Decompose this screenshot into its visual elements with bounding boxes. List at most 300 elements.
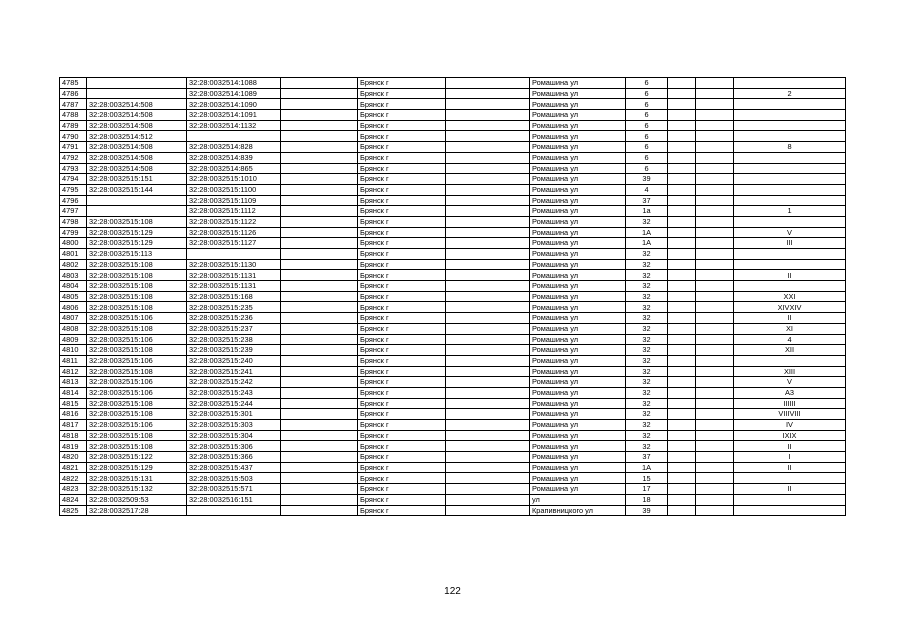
cell-premises <box>734 120 846 131</box>
cell-city: Брянск г <box>358 494 446 505</box>
cell-building <box>668 302 696 313</box>
cell-city: Брянск г <box>358 206 446 217</box>
cell-object-cadastral-number: 32:28:0032516:151 <box>187 494 281 505</box>
cell-house-number: 6 <box>626 120 668 131</box>
cell-record-number: 4815 <box>60 398 87 409</box>
cell-structure <box>696 452 734 463</box>
cell-city: Брянск г <box>358 78 446 89</box>
cell-street: Ромашина ул <box>530 152 626 163</box>
cell-city: Брянск г <box>358 505 446 516</box>
cell-building <box>668 281 696 292</box>
cell-settlement <box>446 323 530 334</box>
cell-parcel-cadastral-number: 32:28:0032515:106 <box>87 355 187 366</box>
cell-parcel-cadastral-number <box>87 206 187 217</box>
cell-settlement <box>446 302 530 313</box>
cell-settlement <box>446 494 530 505</box>
cell-city: Брянск г <box>358 462 446 473</box>
cell-structure <box>696 195 734 206</box>
cell-street: Ромашина ул <box>530 398 626 409</box>
cell-object-cadastral-number: 32:28:0032515:243 <box>187 387 281 398</box>
cell-street: Крапивницкого ул <box>530 505 626 516</box>
cell-settlement <box>446 110 530 121</box>
cell-building <box>668 270 696 281</box>
cell-building <box>668 366 696 377</box>
cell-premises: I <box>734 452 846 463</box>
cell-structure <box>696 270 734 281</box>
cell-premises: XI <box>734 323 846 334</box>
cell-premises: II <box>734 462 846 473</box>
cell-parcel-cadastral-number: 32:28:0032515:106 <box>87 420 187 431</box>
cell-settlement <box>446 249 530 260</box>
cell-parcel-cadastral-number: 32:28:0032517:28 <box>87 505 187 516</box>
cell-parcel-cadastral-number: 32:28:0032515:151 <box>87 174 187 185</box>
cell-street: Ромашина ул <box>530 345 626 356</box>
cell-building <box>668 249 696 260</box>
cell-structure <box>696 398 734 409</box>
cell-record-number: 4811 <box>60 355 87 366</box>
cell-premises <box>734 355 846 366</box>
cell-house-number: 32 <box>626 291 668 302</box>
table-row <box>60 323 846 334</box>
cell-street: Ромашина ул <box>530 270 626 281</box>
cell-house-number: 6 <box>626 99 668 110</box>
cell-record-number: 4810 <box>60 345 87 356</box>
cell-house-number: 32 <box>626 281 668 292</box>
cell-city: Брянск г <box>358 99 446 110</box>
cell-object-cadastral-number: 32:28:0032515:238 <box>187 334 281 345</box>
cell-parcel-cadastral-number: 32:28:0032515:113 <box>87 249 187 260</box>
cell-settlement <box>446 313 530 324</box>
cell-settlement <box>446 184 530 195</box>
cell-object-cadastral-number: 32:28:0032514:1089 <box>187 88 281 99</box>
cell-object-cadastral-number: 32:28:0032514:1090 <box>187 99 281 110</box>
cell-settlement <box>446 99 530 110</box>
cell-object-cadastral-number: 32:28:0032515:1131 <box>187 270 281 281</box>
cell-record-number: 4789 <box>60 120 87 131</box>
cell-object-cadastral-number: 32:28:0032515:571 <box>187 484 281 495</box>
cell-premises: 2 <box>734 88 846 99</box>
cell-structure <box>696 142 734 153</box>
cell-parcel-cadastral-number: 32:28:0032514:508 <box>87 142 187 153</box>
cell-street: Ромашина ул <box>530 334 626 345</box>
cell-city: Брянск г <box>358 195 446 206</box>
cell-structure <box>696 174 734 185</box>
cell-premises: 8 <box>734 142 846 153</box>
cell-city: Брянск г <box>358 473 446 484</box>
cell-region <box>281 206 358 217</box>
cell-city: Брянск г <box>358 131 446 142</box>
cell-building <box>668 462 696 473</box>
cell-parcel-cadastral-number: 32:28:0032509:53 <box>87 494 187 505</box>
cell-parcel-cadastral-number: 32:28:0032515:108 <box>87 291 187 302</box>
cell-record-number: 4798 <box>60 216 87 227</box>
cell-premises: 1 <box>734 206 846 217</box>
cell-premises: II <box>734 441 846 452</box>
cell-object-cadastral-number: 32:28:0032514:1091 <box>187 110 281 121</box>
cell-premises: IIIIII <box>734 398 846 409</box>
cell-region <box>281 110 358 121</box>
table-row <box>60 99 846 110</box>
cell-structure <box>696 163 734 174</box>
cell-building <box>668 259 696 270</box>
cell-building <box>668 387 696 398</box>
cell-structure <box>696 420 734 431</box>
cell-region <box>281 398 358 409</box>
cell-building <box>668 345 696 356</box>
cell-settlement <box>446 270 530 281</box>
cell-house-number: 1А <box>626 238 668 249</box>
cell-settlement <box>446 441 530 452</box>
cell-region <box>281 494 358 505</box>
cell-region <box>281 452 358 463</box>
cell-structure <box>696 259 734 270</box>
cell-region <box>281 238 358 249</box>
cell-settlement <box>446 238 530 249</box>
cell-structure <box>696 345 734 356</box>
cell-region <box>281 216 358 227</box>
cell-region <box>281 99 358 110</box>
cell-building <box>668 238 696 249</box>
cell-building <box>668 484 696 495</box>
cell-settlement <box>446 484 530 495</box>
cell-record-number: 4802 <box>60 259 87 270</box>
cell-region <box>281 120 358 131</box>
cell-city: Брянск г <box>358 249 446 260</box>
cell-settlement <box>446 281 530 292</box>
table-row <box>60 462 846 473</box>
cell-region <box>281 88 358 99</box>
cell-structure <box>696 366 734 377</box>
cell-object-cadastral-number: 32:28:0032515:1131 <box>187 281 281 292</box>
table-row <box>60 505 846 516</box>
cell-structure <box>696 302 734 313</box>
cell-house-number: 32 <box>626 313 668 324</box>
cell-region <box>281 334 358 345</box>
cell-settlement <box>446 291 530 302</box>
cell-structure <box>696 377 734 388</box>
table-row <box>60 238 846 249</box>
cell-city: Брянск г <box>358 302 446 313</box>
cell-building <box>668 131 696 142</box>
cell-house-number: 6 <box>626 110 668 121</box>
cell-settlement <box>446 452 530 463</box>
cell-structure <box>696 323 734 334</box>
cell-region <box>281 441 358 452</box>
cell-city: Брянск г <box>358 291 446 302</box>
cell-street: Ромашина ул <box>530 462 626 473</box>
table-row <box>60 366 846 377</box>
cell-record-number: 4801 <box>60 249 87 260</box>
cell-settlement <box>446 377 530 388</box>
cell-record-number: 4804 <box>60 281 87 292</box>
cell-city: Брянск г <box>358 270 446 281</box>
cell-record-number: 4817 <box>60 420 87 431</box>
cell-settlement <box>446 398 530 409</box>
cell-region <box>281 302 358 313</box>
cell-city: Брянск г <box>358 387 446 398</box>
cell-house-number: 32 <box>626 334 668 345</box>
cell-city: Брянск г <box>358 142 446 153</box>
cell-premises: XXI <box>734 291 846 302</box>
cell-structure <box>696 120 734 131</box>
cell-region <box>281 355 358 366</box>
cell-object-cadastral-number: 32:28:0032515:241 <box>187 366 281 377</box>
cell-parcel-cadastral-number: 32:28:0032515:108 <box>87 345 187 356</box>
cell-record-number: 4821 <box>60 462 87 473</box>
cell-building <box>668 430 696 441</box>
cell-premises <box>734 494 846 505</box>
cell-premises: 4 <box>734 334 846 345</box>
cell-region <box>281 281 358 292</box>
cell-premises: II <box>734 270 846 281</box>
cell-house-number: 32 <box>626 420 668 431</box>
cell-settlement <box>446 462 530 473</box>
table-row <box>60 302 846 313</box>
cell-record-number: 4823 <box>60 484 87 495</box>
cell-building <box>668 441 696 452</box>
cell-street: Ромашина ул <box>530 473 626 484</box>
cell-city: Брянск г <box>358 366 446 377</box>
cell-city: Брянск г <box>358 377 446 388</box>
cell-house-number: 32 <box>626 441 668 452</box>
cell-house-number: 32 <box>626 249 668 260</box>
cell-house-number: 32 <box>626 323 668 334</box>
cell-street: Ромашина ул <box>530 227 626 238</box>
cell-premises <box>734 195 846 206</box>
cell-parcel-cadastral-number: 32:28:0032515:106 <box>87 313 187 324</box>
cell-object-cadastral-number: 32:28:0032514:1088 <box>187 78 281 89</box>
table-row <box>60 249 846 260</box>
cell-city: Брянск г <box>358 281 446 292</box>
cell-structure <box>696 505 734 516</box>
cell-city: Брянск г <box>358 420 446 431</box>
cell-object-cadastral-number: 32:28:0032515:168 <box>187 291 281 302</box>
cell-street: Ромашина ул <box>530 88 626 99</box>
cell-premises <box>734 99 846 110</box>
cell-house-number: 6 <box>626 152 668 163</box>
cell-city: Брянск г <box>358 430 446 441</box>
cell-structure <box>696 78 734 89</box>
cell-structure <box>696 281 734 292</box>
cell-street: Ромашина ул <box>530 99 626 110</box>
cell-city: Брянск г <box>358 345 446 356</box>
cell-structure <box>696 430 734 441</box>
cell-structure <box>696 441 734 452</box>
table-row <box>60 387 846 398</box>
cell-object-cadastral-number: 32:28:0032514:865 <box>187 163 281 174</box>
page-number: 122 <box>444 586 461 597</box>
cell-premises: A3 <box>734 387 846 398</box>
cell-region <box>281 78 358 89</box>
cell-region <box>281 377 358 388</box>
cell-building <box>668 323 696 334</box>
cell-structure <box>696 462 734 473</box>
table-row <box>60 216 846 227</box>
cell-settlement <box>446 88 530 99</box>
cell-house-number: 32 <box>626 259 668 270</box>
cell-house-number: 6 <box>626 131 668 142</box>
cell-city: Брянск г <box>358 452 446 463</box>
cell-record-number: 4803 <box>60 270 87 281</box>
cell-region <box>281 387 358 398</box>
table-row <box>60 78 846 89</box>
cell-record-number: 4796 <box>60 195 87 206</box>
cell-city: Брянск г <box>358 110 446 121</box>
cell-settlement <box>446 345 530 356</box>
cell-premises <box>734 110 846 121</box>
cell-record-number: 4785 <box>60 78 87 89</box>
table-row <box>60 441 846 452</box>
cell-region <box>281 142 358 153</box>
cell-record-number: 4797 <box>60 206 87 217</box>
cell-house-number: 32 <box>626 377 668 388</box>
cell-street: Ромашина ул <box>530 259 626 270</box>
cell-parcel-cadastral-number: 32:28:0032515:129 <box>87 238 187 249</box>
cell-record-number: 4816 <box>60 409 87 420</box>
cell-structure <box>696 473 734 484</box>
cell-city: Брянск г <box>358 323 446 334</box>
cell-house-number: 32 <box>626 302 668 313</box>
cell-building <box>668 120 696 131</box>
cell-parcel-cadastral-number: 32:28:0032515:129 <box>87 462 187 473</box>
cell-building <box>668 152 696 163</box>
cell-city: Брянск г <box>358 184 446 195</box>
cell-object-cadastral-number: 32:28:0032514:839 <box>187 152 281 163</box>
cell-premises <box>734 281 846 292</box>
cell-parcel-cadastral-number: 32:28:0032515:132 <box>87 484 187 495</box>
cell-structure <box>696 484 734 495</box>
cell-parcel-cadastral-number: 32:28:0032514:508 <box>87 152 187 163</box>
cell-region <box>281 462 358 473</box>
cell-street: Ромашина ул <box>530 302 626 313</box>
cell-city: Брянск г <box>358 313 446 324</box>
cell-region <box>281 409 358 420</box>
cell-settlement <box>446 409 530 420</box>
cell-record-number: 4807 <box>60 313 87 324</box>
cell-object-cadastral-number: 32:28:0032515:235 <box>187 302 281 313</box>
cell-premises: II <box>734 313 846 324</box>
cell-settlement <box>446 334 530 345</box>
cell-building <box>668 184 696 195</box>
cell-street: Ромашина ул <box>530 184 626 195</box>
cell-city: Брянск г <box>358 216 446 227</box>
cell-city: Брянск г <box>358 120 446 131</box>
table-row <box>60 152 846 163</box>
cell-settlement <box>446 78 530 89</box>
table-row <box>60 409 846 420</box>
cell-street: Ромашина ул <box>530 120 626 131</box>
cell-parcel-cadastral-number: 32:28:0032514:512 <box>87 131 187 142</box>
cell-object-cadastral-number: 32:28:0032515:503 <box>187 473 281 484</box>
cell-settlement <box>446 206 530 217</box>
cell-parcel-cadastral-number: 32:28:0032515:106 <box>87 387 187 398</box>
cell-structure <box>696 494 734 505</box>
cell-region <box>281 323 358 334</box>
cell-structure <box>696 99 734 110</box>
cell-house-number: 32 <box>626 430 668 441</box>
table-row <box>60 452 846 463</box>
cell-record-number: 4813 <box>60 377 87 388</box>
table-row <box>60 484 846 495</box>
cell-record-number: 4814 <box>60 387 87 398</box>
cell-house-number: 32 <box>626 409 668 420</box>
cell-city: Брянск г <box>358 398 446 409</box>
cell-city: Брянск г <box>358 152 446 163</box>
cell-region <box>281 131 358 142</box>
cell-settlement <box>446 227 530 238</box>
cell-settlement <box>446 355 530 366</box>
cell-house-number: 1а <box>626 206 668 217</box>
cell-house-number: 15 <box>626 473 668 484</box>
cell-parcel-cadastral-number: 32:28:0032515:108 <box>87 302 187 313</box>
cell-record-number: 4794 <box>60 174 87 185</box>
table-row <box>60 184 846 195</box>
cell-street: Ромашина ул <box>530 195 626 206</box>
cell-object-cadastral-number: 32:28:0032515:1126 <box>187 227 281 238</box>
cell-premises <box>734 505 846 516</box>
cell-object-cadastral-number: 32:28:0032514:1132 <box>187 120 281 131</box>
cell-settlement <box>446 195 530 206</box>
cell-region <box>281 473 358 484</box>
cell-record-number: 4812 <box>60 366 87 377</box>
cell-region <box>281 195 358 206</box>
cell-settlement <box>446 174 530 185</box>
cell-street: Ромашина ул <box>530 163 626 174</box>
cell-parcel-cadastral-number <box>87 78 187 89</box>
cell-premises: V <box>734 377 846 388</box>
cell-house-number: 6 <box>626 163 668 174</box>
cell-house-number: 6 <box>626 142 668 153</box>
cell-structure <box>696 216 734 227</box>
cell-structure <box>696 227 734 238</box>
cell-object-cadastral-number <box>187 249 281 260</box>
cell-settlement <box>446 142 530 153</box>
cell-street: Ромашина ул <box>530 142 626 153</box>
table-row <box>60 259 846 270</box>
cell-street: Ромашина ул <box>530 484 626 495</box>
cell-premises: V <box>734 227 846 238</box>
cell-building <box>668 420 696 431</box>
cell-object-cadastral-number: 32:28:0032515:366 <box>187 452 281 463</box>
cell-street: Ромашина ул <box>530 174 626 185</box>
cell-region <box>281 174 358 185</box>
cell-building <box>668 291 696 302</box>
cell-street: Ромашина ул <box>530 377 626 388</box>
cell-structure <box>696 355 734 366</box>
table-row <box>60 334 846 345</box>
cell-city: Брянск г <box>358 484 446 495</box>
cell-street: Ромашина ул <box>530 355 626 366</box>
cell-parcel-cadastral-number: 32:28:0032515:129 <box>87 227 187 238</box>
cell-premises <box>734 216 846 227</box>
table-row <box>60 206 846 217</box>
register-table <box>59 77 846 516</box>
cell-structure <box>696 88 734 99</box>
cell-building <box>668 409 696 420</box>
cell-object-cadastral-number: 32:28:0032515:239 <box>187 345 281 356</box>
cell-record-number: 4824 <box>60 494 87 505</box>
cell-house-number: 32 <box>626 345 668 356</box>
cell-house-number: 1А <box>626 462 668 473</box>
cell-record-number: 4809 <box>60 334 87 345</box>
cell-structure <box>696 206 734 217</box>
cell-settlement <box>446 420 530 431</box>
cell-record-number: 4790 <box>60 131 87 142</box>
cell-region <box>281 152 358 163</box>
cell-street: Ромашина ул <box>530 366 626 377</box>
cell-object-cadastral-number: 32:28:0032515:1109 <box>187 195 281 206</box>
cell-parcel-cadastral-number: 32:28:0032515:108 <box>87 398 187 409</box>
